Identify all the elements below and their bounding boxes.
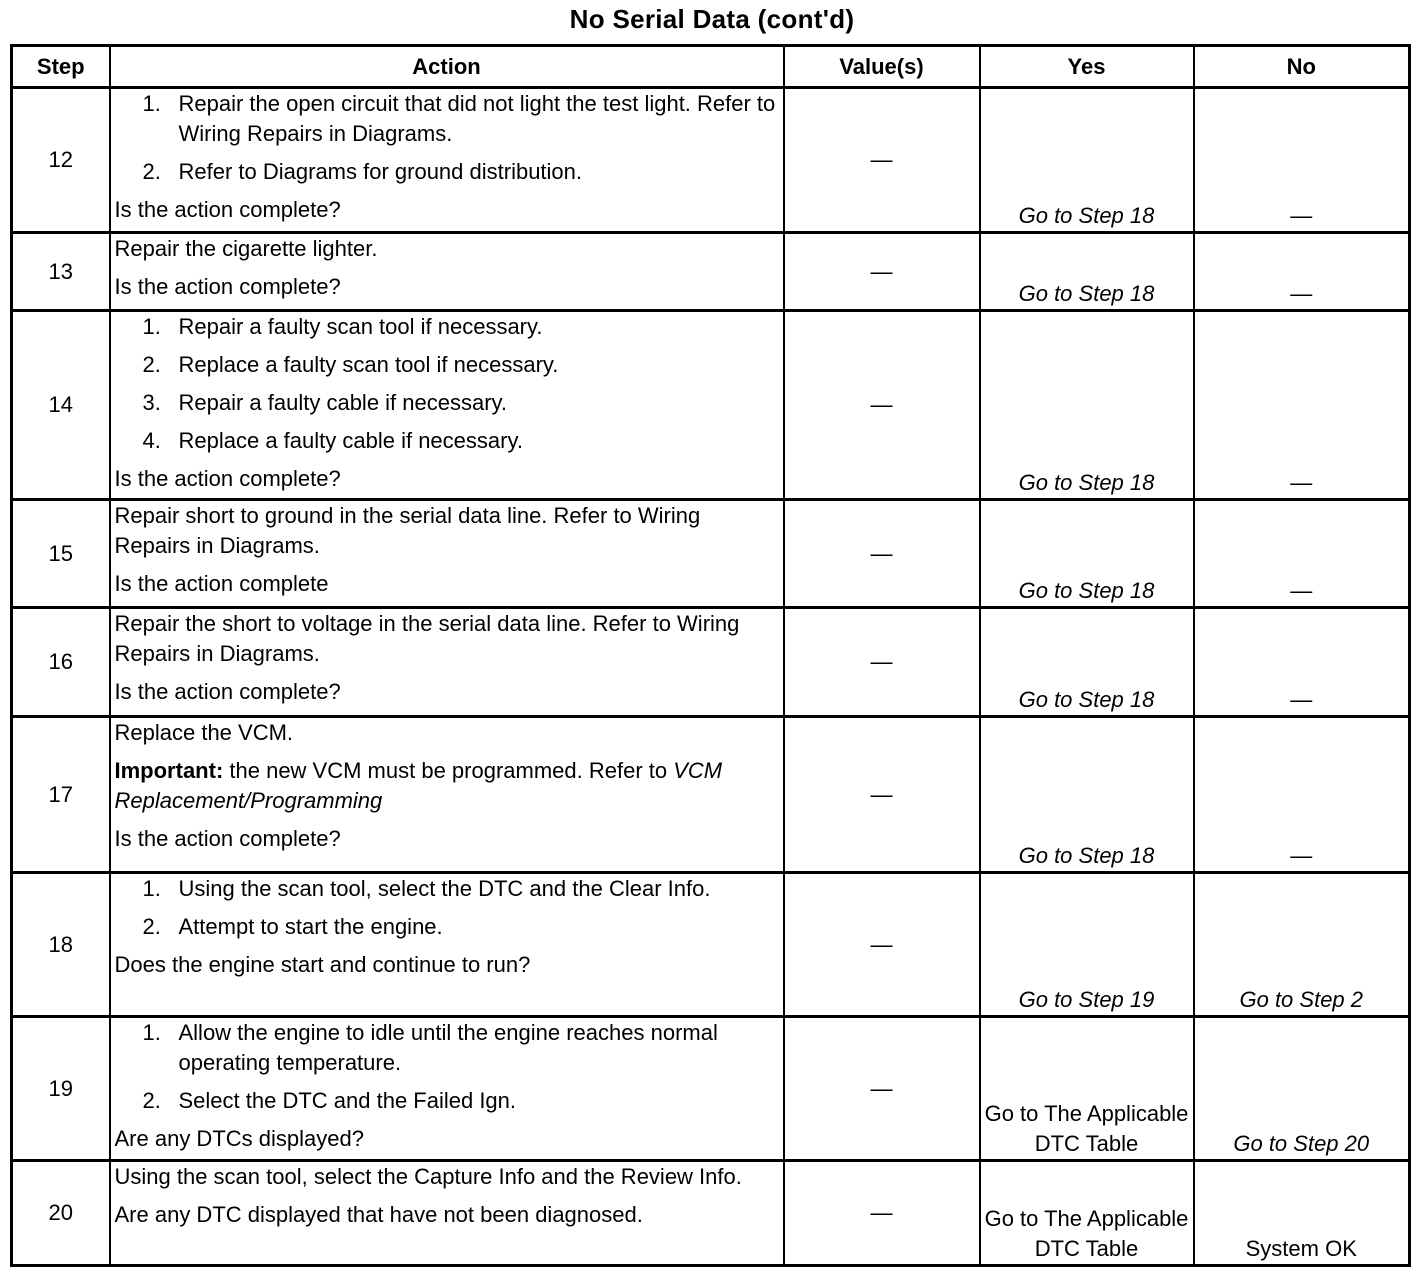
header-row	[12, 46, 1410, 88]
action-step-item: 2. Select the DTC and the Failed Ign.	[142, 1088, 517, 1113]
action-steps	[115, 874, 779, 942]
diagnostic-table	[10, 44, 1411, 1267]
header-values: Value(s)	[784, 46, 980, 88]
table-row	[12, 1017, 1410, 1161]
action-step-item: 2. Refer to Diagrams for ground distribution.	[142, 159, 583, 184]
action-step-text: Repair a faulty cable if necessary.	[178, 390, 508, 415]
no-cell: Go to Step 20	[1194, 1017, 1410, 1161]
header-no: No	[1194, 46, 1410, 88]
action-steps	[115, 312, 779, 456]
action-step-text: Repair a faulty scan tool if necessary.	[178, 314, 543, 339]
step-number: 13	[12, 233, 110, 311]
value-cell: —	[784, 233, 980, 311]
value-cell: —	[784, 1161, 980, 1266]
action-cell	[110, 311, 784, 500]
no-cell: —	[1194, 500, 1410, 608]
action-question: Does the engine start and continue to run?	[114, 952, 531, 977]
action-step-text: Replace a faulty cable if necessary.	[178, 428, 523, 453]
step-number: 19	[12, 1017, 110, 1161]
no-cell: System OK	[1194, 1161, 1410, 1266]
important-text: the new VCM must be programmed. Refer to	[229, 758, 668, 783]
action-cell	[110, 233, 784, 311]
yes-cell: Go to The Applicable DTC Table	[980, 1161, 1194, 1266]
no-cell: —	[1194, 88, 1410, 233]
table-row	[12, 1161, 1410, 1266]
important-note	[115, 756, 779, 816]
action-question: Is the action complete?	[114, 274, 341, 299]
no-cell: —	[1194, 233, 1410, 311]
value-cell: —	[784, 311, 980, 500]
action-step-item: 2. Attempt to start the engine.	[142, 914, 443, 939]
action-step-item: 1. Repair a faulty scan tool if necessary.	[142, 314, 543, 339]
no-cell: —	[1194, 717, 1410, 873]
no-cell: —	[1194, 608, 1410, 717]
table-row	[12, 608, 1410, 717]
action-step-text: Attempt to start the engine.	[178, 914, 443, 939]
important-reference: VCM Replacement/Programming	[114, 758, 723, 813]
step-number: 12	[12, 88, 110, 233]
action-steps	[115, 89, 779, 187]
yes-cell: Go to Step 18	[980, 500, 1194, 608]
header-yes: Yes	[980, 46, 1194, 88]
action-text: Using the scan tool, select the Capture Info and the Review Info.	[114, 1164, 742, 1189]
action-question: Is the action complete?	[114, 197, 341, 222]
yes-cell: Go to Step 18	[980, 311, 1194, 500]
table-row	[12, 717, 1410, 873]
value-cell: —	[784, 1017, 980, 1161]
action-step-item: 4. Replace a faulty cable if necessary.	[142, 428, 523, 453]
yes-cell: Go to The Applicable DTC Table	[980, 1017, 1194, 1161]
table-row	[12, 233, 1410, 311]
important-label: Important:	[114, 758, 224, 783]
action-cell	[110, 717, 784, 873]
yes-cell: Go to Step 18	[980, 88, 1194, 233]
action-step-text: Repair the open circuit that did not light the test light. Refer to Wiring Repairs in Diagrams.	[178, 91, 776, 146]
action-cell	[110, 88, 784, 233]
step-number: 16	[12, 608, 110, 717]
action-step-item: 1. Allow the engine to idle until the engine reaches normal operating temperature.	[142, 1020, 718, 1075]
step-number: 15	[12, 500, 110, 608]
yes-cell: Go to Step 18	[980, 233, 1194, 311]
table-row	[12, 873, 1410, 1017]
value-cell: —	[784, 500, 980, 608]
step-number: 14	[12, 311, 110, 500]
step-number: 20	[12, 1161, 110, 1266]
value-cell: —	[784, 608, 980, 717]
action-text: Repair the cigarette lighter.	[114, 236, 378, 261]
header-action: Action	[110, 46, 784, 88]
action-question: Is the action complete?	[114, 826, 341, 851]
yes-cell: Go to Step 18	[980, 717, 1194, 873]
value-cell: —	[784, 717, 980, 873]
value-cell: —	[784, 873, 980, 1017]
action-step-item: 1. Repair the open circuit that did not light the test light. Refer to Wiring Repairs in Diagrams.	[142, 91, 776, 146]
action-step-text: Using the scan tool, select the DTC and the Clear Info.	[178, 876, 711, 901]
action-text: Repair the short to voltage in the serial data line. Refer to Wiring Repairs in Diagrams.	[114, 611, 740, 666]
action-text: Repair short to ground in the serial data line. Refer to Wiring Repairs in Diagrams.	[114, 503, 701, 558]
action-step-text: Allow the engine to idle until the engine reaches normal operating temperature.	[178, 1020, 718, 1075]
action-cell	[110, 608, 784, 717]
action-text: Replace the VCM.	[114, 720, 294, 745]
table-row	[12, 500, 1410, 608]
page-title: No Serial Data (cont'd)	[569, 4, 855, 34]
action-step-text: Select the DTC and the Failed Ign.	[178, 1088, 517, 1113]
action-question: Is the action complete?	[114, 466, 341, 491]
step-number: 17	[12, 717, 110, 873]
action-cell	[110, 500, 784, 608]
action-question: Is the action complete?	[114, 679, 341, 704]
table-row	[12, 88, 1410, 233]
action-question: Are any DTCs displayed?	[114, 1126, 364, 1151]
action-step-text: Refer to Diagrams for ground distribution.	[178, 159, 583, 184]
no-cell: —	[1194, 311, 1410, 500]
step-number: 18	[12, 873, 110, 1017]
action-cell	[110, 1017, 784, 1161]
action-cell	[110, 873, 784, 1017]
table-row	[12, 311, 1410, 500]
action-steps	[115, 1018, 779, 1116]
no-cell: Go to Step 2	[1194, 873, 1410, 1017]
yes-cell: Go to Step 19	[980, 873, 1194, 1017]
action-step-text: Replace a faulty scan tool if necessary.	[178, 352, 559, 377]
action-step-item: 1. Using the scan tool, select the DTC and the Clear Info.	[142, 876, 711, 901]
yes-cell: Go to Step 18	[980, 608, 1194, 717]
action-question: Are any DTC displayed that have not been diagnosed.	[114, 1202, 643, 1227]
header-step: Step	[12, 46, 110, 88]
action-cell	[110, 1161, 784, 1266]
action-step-item: 2. Replace a faulty scan tool if necessary.	[142, 352, 559, 377]
action-step-item: 3. Repair a faulty cable if necessary.	[142, 390, 508, 415]
value-cell: —	[784, 88, 980, 233]
action-question: Is the action complete	[114, 571, 329, 596]
